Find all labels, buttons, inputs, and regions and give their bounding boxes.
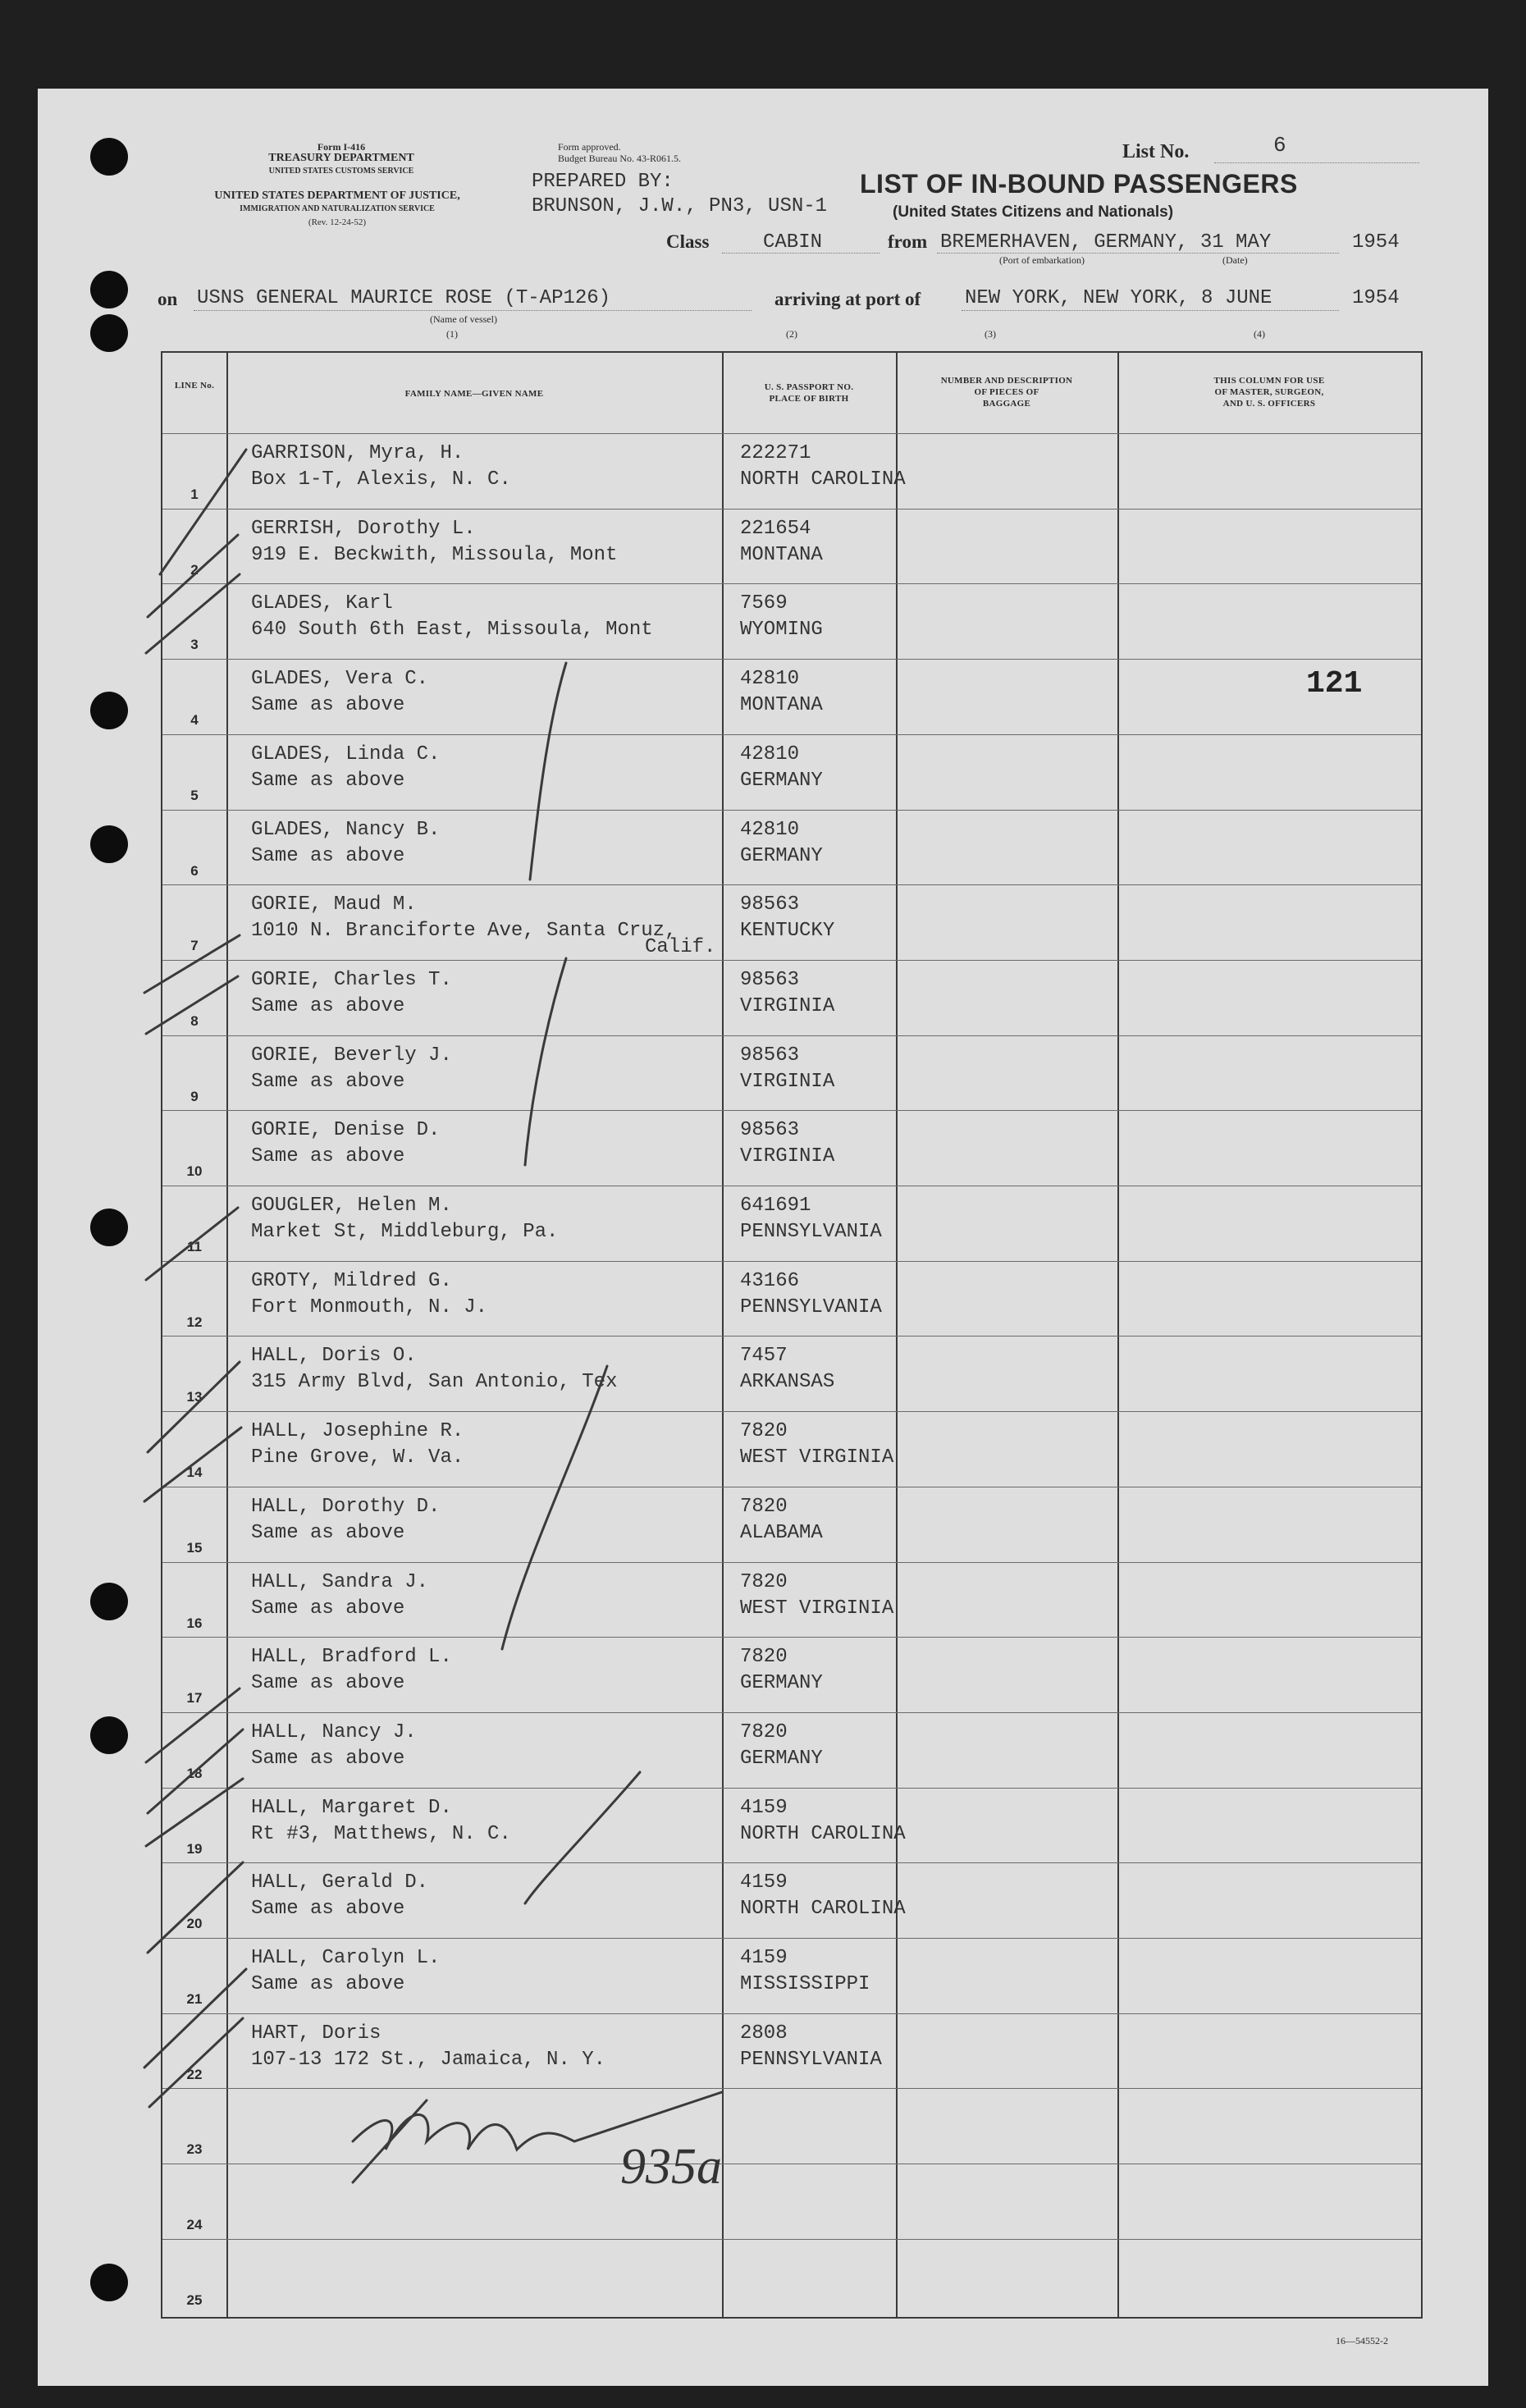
- list-no: 6: [1273, 133, 1286, 158]
- vessel-name: USNS GENERAL MAURICE ROSE (T-AP126): [197, 287, 611, 309]
- line-number: 17: [186, 1690, 203, 1707]
- passport-number: 42810: [740, 743, 800, 765]
- line-number: 25: [186, 2291, 203, 2308]
- passport-number: 98563: [740, 968, 800, 991]
- passenger-address: 640 South 6th East, Missoula, Mont: [251, 619, 653, 642]
- class-label: Class: [666, 231, 710, 252]
- budget-bureau: Budget Bureau No. 43-R061.5.: [558, 153, 681, 164]
- passport-number: 98563: [740, 893, 800, 916]
- place-of-birth: PENNSYLVANIA: [740, 1295, 882, 1318]
- col-header-baggage: BAGGAGE: [982, 399, 1031, 409]
- line-number: 10: [186, 1163, 203, 1180]
- check-mark: [160, 450, 246, 574]
- passenger-address: Market St, Middleburg, Pa.: [251, 1221, 559, 1243]
- check-mark: [144, 1969, 246, 2068]
- check-mark: [149, 2018, 243, 2107]
- passenger-name: GROTY, Mildred G.: [251, 1269, 452, 1292]
- passenger-address-cont: Calif.: [645, 936, 716, 959]
- place-of-birth: GERMANY: [740, 1747, 823, 1770]
- passenger-address: Fort Monmouth, N. J.: [251, 1295, 488, 1318]
- line-number: 1: [190, 487, 199, 502]
- passenger-address: Same as above: [251, 1145, 405, 1168]
- passport-number: 222271: [740, 442, 811, 464]
- place-of-birth: MONTANA: [740, 543, 823, 566]
- passport-number: 7569: [740, 592, 788, 615]
- prepared-by-label: PREPARED BY:: [532, 171, 674, 193]
- col-index-1: (1): [446, 328, 458, 340]
- check-mark: [146, 1779, 243, 1846]
- place-of-birth: MONTANA: [740, 694, 823, 717]
- check-mark: [144, 1428, 241, 1501]
- list-no-label: List No.: [1122, 141, 1190, 162]
- passenger-name: HALL, Gerald D.: [251, 1871, 429, 1894]
- line-number: 2: [190, 561, 199, 578]
- passenger-address: 1010 N. Branciforte Ave, Santa Cruz,: [251, 920, 677, 943]
- passport-number: 641691: [740, 1195, 811, 1217]
- passenger-name: GORIE, Denise D.: [251, 1119, 441, 1142]
- bracket-mark: [525, 1772, 640, 1903]
- place-of-birth: NORTH CAROLINA: [740, 1822, 906, 1845]
- line-number: 13: [186, 1389, 203, 1405]
- passenger-address: Same as above: [251, 1672, 405, 1695]
- place-of-birth: WEST VIRGINIA: [740, 1597, 894, 1620]
- passport-number: 4159: [740, 1947, 788, 1969]
- class-value: CABIN: [763, 231, 823, 254]
- place-of-birth: GERMANY: [740, 769, 823, 792]
- passport-number: 221654: [740, 517, 811, 540]
- place-of-birth: VIRGINIA: [740, 1145, 835, 1168]
- line-number: 11: [187, 1239, 202, 1254]
- page-title: LIST OF IN-BOUND PASSENGERS: [860, 169, 1298, 199]
- passenger-address: Same as above: [251, 1973, 405, 1995]
- passenger-name: HALL, Dorothy D.: [251, 1495, 441, 1518]
- passenger-name: GORIE, Maud M.: [251, 893, 417, 916]
- line-number: 8: [190, 1012, 199, 1029]
- place-of-birth: NORTH CAROLINA: [740, 1898, 906, 1921]
- signature-scrawl: [353, 2100, 427, 2182]
- passenger-name: HALL, Josephine R.: [251, 1420, 464, 1443]
- col-header-baggage: OF PIECES OF: [974, 387, 1039, 397]
- line-number: 12: [186, 1314, 203, 1330]
- passport-number: 7820: [740, 1720, 788, 1743]
- col-header-passport: U. S. PASSPORT NO.: [764, 382, 854, 392]
- line-number: 6: [190, 862, 199, 879]
- col-header-officers: AND U. S. OFFICERS: [1222, 399, 1316, 409]
- stamped-number: 121: [1306, 666, 1363, 701]
- line-number: 19: [186, 1840, 203, 1857]
- place-of-birth: KENTUCKY: [740, 920, 835, 943]
- passenger-address: Same as above: [251, 1747, 405, 1770]
- place-of-birth: GERMANY: [740, 844, 823, 867]
- passport-number: 2808: [740, 2022, 788, 2045]
- place-of-birth: GERMANY: [740, 1672, 823, 1695]
- passenger-address: Same as above: [251, 844, 405, 867]
- line-number: 24: [186, 2217, 203, 2233]
- bracket-mark: [530, 663, 566, 880]
- check-mark: [146, 976, 238, 1034]
- place-of-birth: VIRGINIA: [740, 1070, 835, 1093]
- line-number: 9: [190, 1088, 199, 1104]
- passport-number: 98563: [740, 1119, 800, 1142]
- handwritten-note: 935a: [620, 2139, 722, 2195]
- passport-number: 43166: [740, 1269, 800, 1292]
- col-index-2: (2): [786, 328, 797, 340]
- place-of-birth: ARKANSAS: [740, 1371, 835, 1394]
- bracket-mark: [525, 958, 566, 1165]
- passenger-address: Box 1-T, Alexis, N. C.: [251, 468, 511, 491]
- col-index-3: (3): [985, 328, 996, 340]
- from-value: BREMERHAVEN, GERMANY, 31 MAY: [940, 231, 1272, 254]
- passenger-name: GLADES, Linda C.: [251, 743, 441, 765]
- place-of-birth: PENNSYLVANIA: [740, 2048, 882, 2071]
- line-number: 5: [190, 787, 199, 803]
- form-approved: Form approved.: [558, 141, 621, 153]
- passenger-name: HALL, Doris O.: [251, 1345, 417, 1368]
- passport-number: 7820: [740, 1570, 788, 1593]
- check-mark: [148, 1729, 243, 1813]
- check-mark: [146, 1688, 240, 1762]
- line-number: 23: [186, 2141, 203, 2158]
- passenger-address: 315 Army Blvd, San Antonio, Tex: [251, 1371, 618, 1394]
- passport-number: 7820: [740, 1646, 788, 1669]
- passenger-address: Same as above: [251, 694, 405, 717]
- line-number: 14: [186, 1464, 203, 1481]
- col-header-officers: THIS COLUMN FOR USE: [1213, 376, 1325, 386]
- passenger-address: 107-13 172 St., Jamaica, N. Y.: [251, 2048, 606, 2071]
- passenger-address: Rt #3, Matthews, N. C.: [251, 1822, 511, 1845]
- passenger-name: GLADES, Vera C.: [251, 668, 429, 691]
- line-number: 7: [190, 938, 199, 954]
- passenger-name: GARRISON, Myra, H.: [251, 442, 464, 464]
- arriving-year: 1954: [1352, 287, 1400, 309]
- line-number: 3: [190, 637, 199, 653]
- place-of-birth: VIRGINIA: [740, 994, 835, 1017]
- immigration-service: IMMIGRATION AND NATURALIZATION SERVICE: [240, 204, 435, 213]
- col-header-baggage: NUMBER AND DESCRIPTION: [940, 376, 1073, 386]
- col-header-birth: PLACE OF BIRTH: [769, 394, 849, 404]
- from-year: 1954: [1352, 231, 1400, 254]
- check-mark: [148, 1862, 243, 1953]
- line-number: 21: [186, 1991, 203, 2007]
- place-of-birth: WEST VIRGINIA: [740, 1446, 894, 1469]
- footer-code: 16—54552-2: [1336, 2335, 1388, 2346]
- passenger-address: Same as above: [251, 1898, 405, 1921]
- place-of-birth: ALABAMA: [740, 1521, 823, 1544]
- passport-number: 7820: [740, 1420, 788, 1443]
- place-of-birth: WYOMING: [740, 619, 823, 642]
- from-label: from: [888, 231, 928, 252]
- col-index-4: (4): [1254, 328, 1265, 340]
- passenger-address: Same as above: [251, 1070, 405, 1093]
- passenger-address: Same as above: [251, 1521, 405, 1544]
- justice-dept: UNITED STATES DEPARTMENT OF JUSTICE,: [214, 190, 460, 202]
- passport-number: 42810: [740, 668, 800, 691]
- line-number: 18: [186, 1765, 203, 1781]
- arriving-label: arriving at port of: [774, 289, 921, 309]
- passenger-address: 919 E. Beckwith, Missoula, Mont: [251, 543, 618, 566]
- passenger-name: GORIE, Charles T.: [251, 968, 452, 991]
- passenger-name: HALL, Bradford L.: [251, 1646, 452, 1669]
- port-embarkation-note: (Port of embarkation): [999, 254, 1085, 266]
- passenger-name: GLADES, Nancy B.: [251, 818, 441, 841]
- check-mark: [146, 574, 240, 653]
- passport-number: 98563: [740, 1044, 800, 1067]
- passport-number: 4159: [740, 1796, 788, 1819]
- passenger-name: HALL, Margaret D.: [251, 1796, 452, 1819]
- revision: (Rev. 12-24-52): [308, 217, 367, 227]
- passenger-name: HALL, Nancy J.: [251, 1720, 417, 1743]
- passport-number: 42810: [740, 818, 800, 841]
- passenger-name: GORIE, Beverly J.: [251, 1044, 452, 1067]
- on-label: on: [158, 289, 178, 309]
- col-header-officers: OF MASTER, SURGEON,: [1214, 387, 1324, 397]
- passport-number: 4159: [740, 1871, 788, 1894]
- passenger-name: GLADES, Karl: [251, 592, 393, 615]
- arriving-value: NEW YORK, NEW YORK, 8 JUNE: [965, 287, 1272, 309]
- bracket-mark: [502, 1366, 607, 1649]
- passenger-address: Pine Grove, W. Va.: [251, 1446, 464, 1469]
- prepared-by: BRUNSON, J.W., PN3, USN-1: [532, 195, 828, 217]
- passport-number: 7457: [740, 1345, 788, 1368]
- vessel-note: (Name of vessel): [430, 313, 497, 325]
- line-number: 16: [186, 1615, 203, 1631]
- line-number: 15: [186, 1539, 203, 1556]
- passenger-name: GOUGLER, Helen M.: [251, 1195, 452, 1217]
- passenger-name: HALL, Sandra J.: [251, 1570, 429, 1593]
- passenger-address: Same as above: [251, 769, 405, 792]
- page-subtitle: (United States Citizens and Nationals): [893, 203, 1174, 221]
- passenger-address: Same as above: [251, 1597, 405, 1620]
- col-header-line-no: LINE No.: [174, 381, 215, 391]
- place-of-birth: PENNSYLVANIA: [740, 1221, 882, 1243]
- check-mark: [146, 1208, 238, 1280]
- treasury-dept: TREASURY DEPARTMENT: [268, 152, 414, 164]
- col-header-family-name: FAMILY NAME—GIVEN NAME: [404, 389, 544, 399]
- place-of-birth: NORTH CAROLINA: [740, 468, 906, 491]
- passenger-name: HALL, Carolyn L.: [251, 1947, 441, 1969]
- date-note: (Date): [1222, 254, 1248, 266]
- line-number: 20: [186, 1916, 203, 1932]
- passenger-address: Same as above: [251, 994, 405, 1017]
- customs-service: UNITED STATES CUSTOMS SERVICE: [268, 167, 414, 176]
- passenger-name: GERRISH, Dorothy L.: [251, 517, 476, 540]
- passport-number: 7820: [740, 1495, 788, 1518]
- check-mark: [148, 535, 238, 617]
- line-number: 22: [186, 2066, 203, 2082]
- passenger-name: HART, Doris: [251, 2022, 382, 2045]
- form-number: Form I-416: [317, 141, 366, 153]
- line-number: 4: [190, 712, 199, 729]
- place-of-birth: MISSISSIPPI: [740, 1973, 870, 1995]
